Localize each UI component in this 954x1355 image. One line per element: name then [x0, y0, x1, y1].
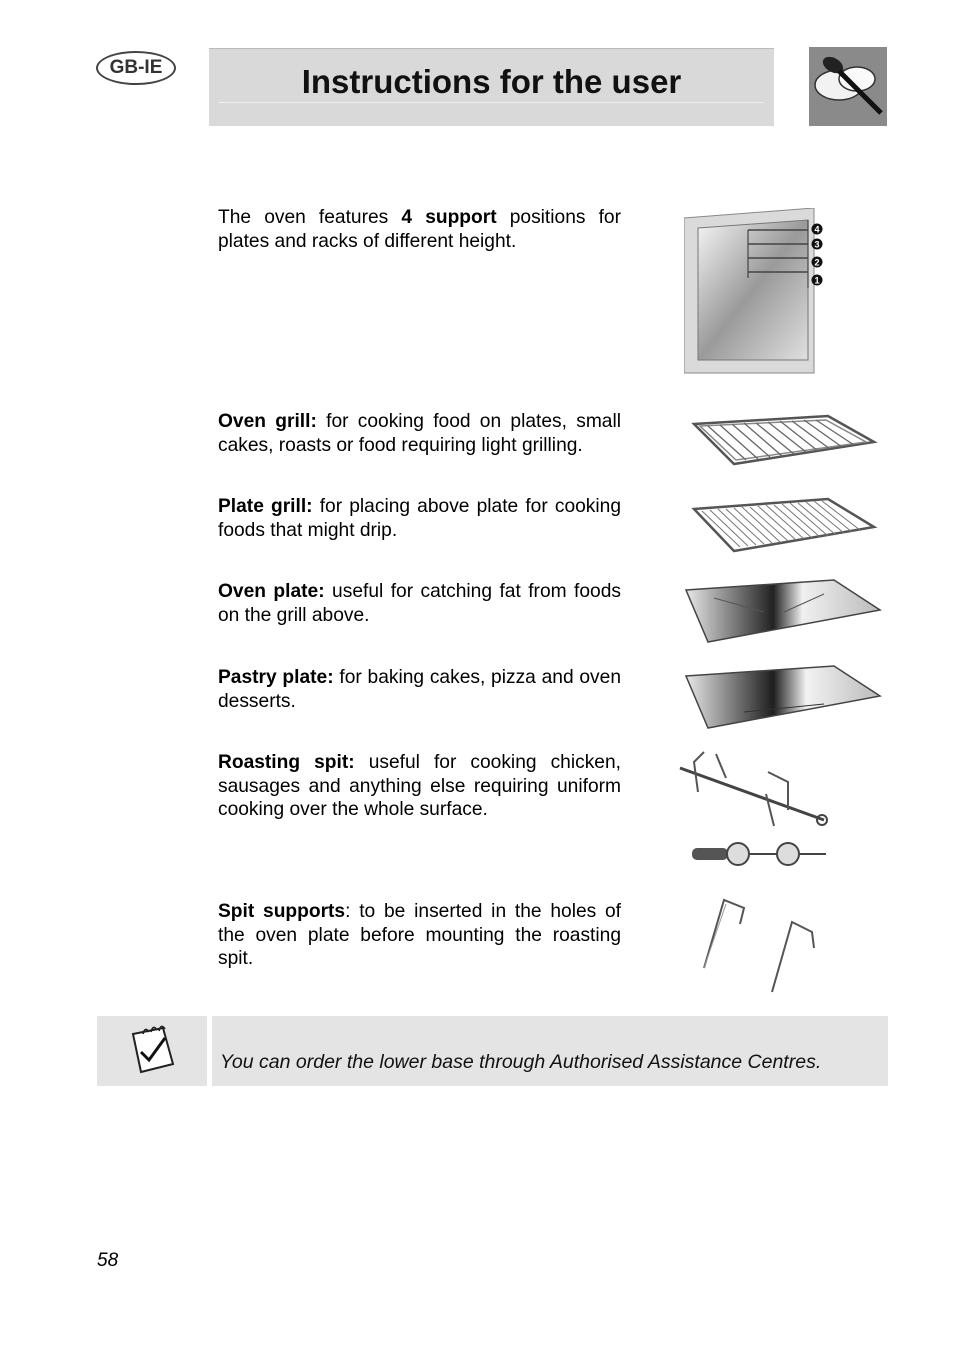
region-badge: GB-IE [96, 51, 176, 85]
note-panel [212, 1016, 888, 1086]
accessory-spit-supports: Spit supports: to be inserted in the holes of the oven plate before mounting the roasting spit. [218, 901, 622, 969]
accessory-pastry-plate: Pastry plate: for baking cakes, pizza and oven desserts. [218, 667, 621, 712]
support-label: 4 [814, 224, 820, 235]
spit-supports-icon [696, 896, 826, 1001]
plate-grill-icon [688, 493, 878, 560]
accessory-roasting-spit: Roasting spit: useful for cooking chicken, sausages and anything else requiring uniform cooking over the whole surface. [218, 752, 621, 820]
notepad-check-icon [129, 1024, 179, 1081]
accessory-oven-plate: Oven plate: useful for catching fat from foods on the grill above. [218, 581, 621, 626]
page-title: Instructions for the user [301, 63, 682, 100]
pastry-plate-icon [684, 662, 882, 737]
note-text: You can order the lower base through Authorised Assistance Centres. [220, 1051, 822, 1073]
note-icon-panel [97, 1016, 207, 1086]
oven-interior-icon [684, 208, 830, 381]
page-number: 58 [97, 1250, 119, 1271]
chef-spoon-icon [809, 47, 887, 126]
support-label: 3 [814, 239, 820, 250]
oven-plate-icon [684, 576, 882, 651]
support-label: 1 [814, 275, 820, 286]
intro-paragraph: The oven features 4 support positions for plates and racks of different height. [218, 207, 621, 252]
support-label: 2 [814, 257, 820, 268]
roasting-spit-icon [676, 748, 836, 888]
oven-grill-icon [688, 410, 878, 475]
accessory-oven-grill: Oven grill: for cooking food on plates, small cakes, roasts or food requiring light grilling. [218, 411, 622, 456]
accessory-plate-grill: Plate grill: for placing above plate for cooking foods that might drip. [218, 496, 622, 541]
title-bar [209, 48, 774, 126]
